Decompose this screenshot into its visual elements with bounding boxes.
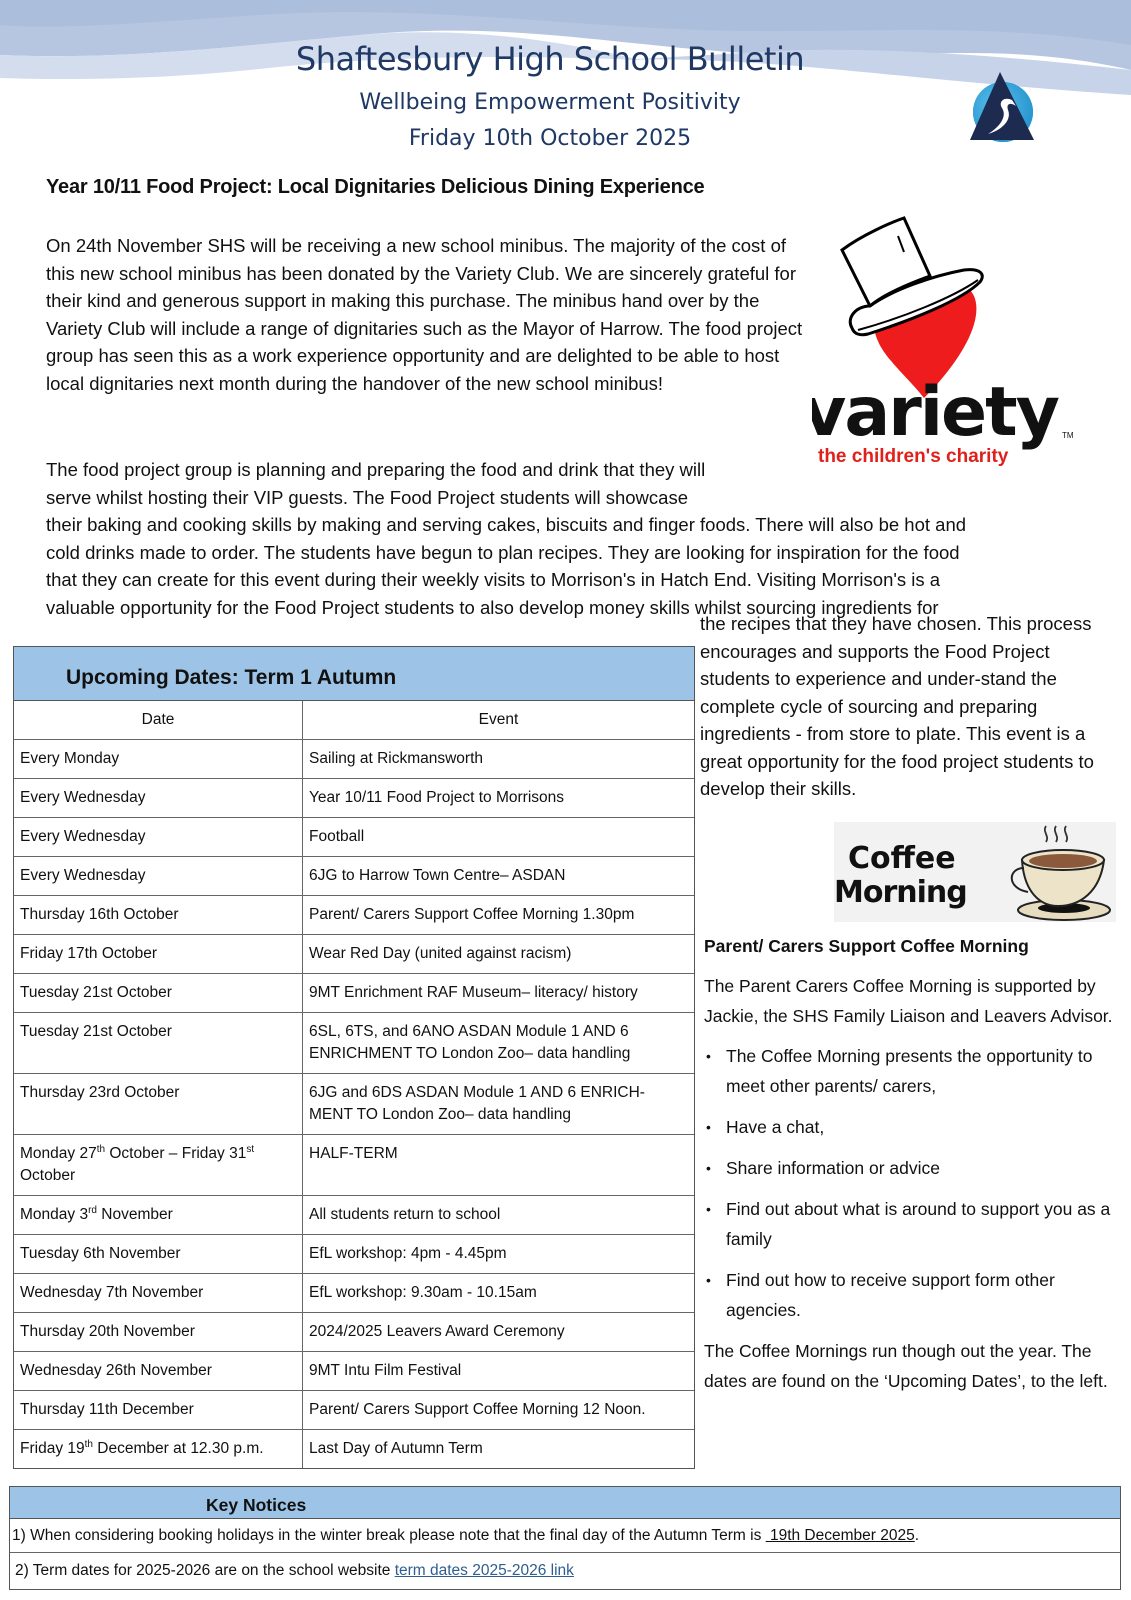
coffee-cup-icon bbox=[1012, 826, 1110, 920]
date-cell: Thursday 11th December bbox=[14, 1391, 303, 1429]
table-row bbox=[14, 818, 694, 857]
table-row bbox=[14, 935, 694, 974]
list-item: • Have a chat, bbox=[704, 1112, 1124, 1142]
event-cell: Year 10/11 Food Project to Morrisons bbox=[309, 789, 565, 806]
coffee-morning-bullets bbox=[704, 1041, 1124, 1325]
date-cell: Thursday 23rd October bbox=[14, 1074, 303, 1134]
table-row bbox=[14, 740, 694, 779]
bullet-icon: • bbox=[706, 1272, 711, 1288]
date-cell: Monday 27th October – Friday 31st October bbox=[14, 1135, 303, 1195]
coffee-morning-outro: The Coffee Mornings run though out the year. The dates are found on the ‘Upcoming Dates’, to the left. bbox=[704, 1341, 1108, 1391]
event-cell: 6SL, 6TS, and 6ANO ASDAN Module 1 AND 6 ENRICHMENT TO London Zoo– data handling bbox=[309, 1023, 631, 1062]
table-row bbox=[14, 1135, 694, 1196]
notice-2: 2) Term dates for 2025-2026 are on the school website term dates 2025-2026 link bbox=[15, 1562, 574, 1579]
list-item: • Find out about what is around to support you as a family bbox=[704, 1194, 1124, 1254]
date-cell: Thursday 16th October bbox=[14, 896, 303, 934]
table-row bbox=[14, 974, 694, 1013]
event-cell: 6JG to Harrow Town Centre– ASDAN bbox=[309, 867, 566, 884]
article-paragraph-2: The food project group is planning and preparing the food and drink that they will serve whilst hosting their VIP guests. The Food Project students will showcase their baking and cooking skills by making and serving cakes, biscuits and finger foods. There will also be hot and cold drinks made to order. The students have begun to plan recipes. They are looking for inspiration for the food that they can create for this event during their weekly visits to Morrison's in Hatch End. Visiting Morrison's is a valuable opportunity for the Food Project students to also develop money skills whilst sourcing ingredients for bbox=[46, 459, 967, 618]
event-cell: EfL workshop: 9.30am - 10.15am bbox=[309, 1284, 537, 1301]
event-cell: Parent/ Carers Support Coffee Morning 1.30pm bbox=[309, 906, 635, 923]
table-row bbox=[14, 1352, 694, 1391]
coffee-morning-intro: The Parent Carers Coffee Morning is supported by Jackie, the SHS Family Liaison and Leavers Advisor. bbox=[704, 976, 1113, 1026]
event-cell: All students return to school bbox=[309, 1206, 501, 1223]
table-row bbox=[14, 779, 694, 818]
bulletin-tagline: Wellbeing Empowerment Positivity bbox=[359, 90, 741, 115]
date-cell: Monday 3rd November bbox=[14, 1196, 303, 1234]
variety-wordmark: variety bbox=[812, 373, 1059, 452]
date-cell: Every Wednesday bbox=[14, 779, 303, 817]
date-cell: Every Wednesday bbox=[14, 857, 303, 895]
table-row bbox=[14, 1313, 694, 1352]
bulletin-title: Shaftesbury High School Bulletin bbox=[295, 40, 805, 78]
event-cell: Last Day of Autumn Term bbox=[309, 1440, 483, 1457]
table-row bbox=[14, 1391, 694, 1430]
notice-1: 1) When considering booking holidays in the winter break please note that the final day of the Autumn Term is 19th December 2025 . bbox=[10, 1519, 1120, 1553]
bulletin-date: Friday 10th October 2025 bbox=[408, 126, 692, 151]
variety-tagline: the children's charity bbox=[818, 446, 1009, 467]
event-cell: Football bbox=[309, 828, 365, 845]
coffee-morning-section bbox=[704, 936, 1124, 1396]
table-header-row bbox=[14, 701, 694, 740]
date-cell: Tuesday 6th November bbox=[14, 1235, 303, 1273]
date-cell: Every Monday bbox=[14, 740, 303, 778]
table-row bbox=[14, 1274, 694, 1313]
table-row bbox=[14, 896, 694, 935]
date-cell: Thursday 20th November bbox=[14, 1313, 303, 1351]
event-cell: Wear Red Day (united against racism) bbox=[309, 945, 572, 962]
event-cell: 2024/2025 Leavers Award Ceremony bbox=[309, 1323, 565, 1340]
event-cell: 9MT Enrichment RAF Museum– literacy/ history bbox=[309, 984, 638, 1001]
table-row bbox=[14, 1196, 694, 1235]
list-item: • Find out how to receive support form other agencies. bbox=[704, 1265, 1124, 1325]
event-cell: 9MT Intu Film Festival bbox=[309, 1362, 462, 1379]
event-cell: EfL workshop: 4pm - 4.45pm bbox=[309, 1245, 507, 1262]
variety-charity-logo bbox=[812, 210, 1092, 470]
key-notices-title: Key Notices bbox=[10, 1487, 1120, 1519]
table-row bbox=[14, 1235, 694, 1274]
svg-text:Coffee: Coffee bbox=[848, 841, 956, 876]
event-cell: 6JG and 6DS ASDAN Module 1 AND 6 ENRICH-MENT TO London Zoo– data handling bbox=[309, 1084, 645, 1123]
date-cell: Friday 17th October bbox=[14, 935, 303, 973]
article-paragraph-1: On 24th November SHS will be receiving a new school minibus. The majority of the cost of this new school minibus has been donated by the Variety Club. We are sincerely grateful for their kind and generous support in making this purchase. The minibus hand over by the Variety Club will include a range of dignitaries such as the Mayor of Harrow. The food project group has seen this as a work experience opportunity and are delighted to be able to host local dignitaries next month during the handover of the new school minibus! bbox=[46, 235, 803, 394]
event-cell: Parent/ Carers Support Coffee Morning 12 Noon. bbox=[309, 1401, 646, 1418]
upcoming-dates-table bbox=[13, 646, 695, 1469]
list-item: • Share information or advice bbox=[704, 1153, 1124, 1183]
term-dates-link[interactable]: term dates 2025-2026 link bbox=[394, 1562, 574, 1579]
svg-text:Morning: Morning bbox=[834, 875, 967, 910]
date-cell: Tuesday 21st October bbox=[14, 1013, 303, 1073]
column-header-date: Date bbox=[14, 701, 303, 739]
table-title: Upcoming Dates: Term 1 Autumn bbox=[14, 647, 694, 701]
event-cell: HALF-TERM bbox=[309, 1145, 398, 1162]
table-row bbox=[14, 1013, 694, 1074]
school-logo-icon bbox=[968, 70, 1038, 145]
table-row bbox=[14, 857, 694, 896]
date-cell: Wednesday 7th November bbox=[14, 1274, 303, 1312]
date-cell: Tuesday 21st October bbox=[14, 974, 303, 1012]
svg-text:TM: TM bbox=[1062, 431, 1074, 440]
column-header-event: Event bbox=[478, 711, 519, 728]
table-row bbox=[14, 1430, 694, 1468]
key-notices-table bbox=[9, 1486, 1121, 1590]
final-day-date: 19th December 2025 bbox=[765, 1526, 915, 1544]
bullet-icon: • bbox=[706, 1048, 711, 1064]
date-cell: Wednesday 26th November bbox=[14, 1352, 303, 1390]
article-heading: Year 10/11 Food Project: Local Dignitaries Delicious Dining Experience bbox=[46, 176, 705, 198]
event-cell: Sailing at Rickmansworth bbox=[309, 750, 484, 767]
date-cell: Friday 19th December at 12.30 p.m. bbox=[14, 1430, 303, 1468]
list-item: • The Coffee Morning presents the opportunity to meet other parents/ carers, bbox=[704, 1041, 1124, 1101]
table-row bbox=[14, 1074, 694, 1135]
coffee-morning-heading: Parent/ Carers Support Coffee Morning bbox=[704, 936, 1029, 956]
bullet-icon: • bbox=[706, 1160, 711, 1176]
bullet-icon: • bbox=[706, 1119, 711, 1135]
date-cell: Every Wednesday bbox=[14, 818, 303, 856]
article-paragraph-3: the recipes that they have chosen. This process encourages and supports the Food Project students to experience and under-stand the complete cycle of sourcing and preparing ingredients - from store to plate. This event is a great opportunity for the food project students to develop their skills. bbox=[700, 613, 1094, 799]
coffee-morning-image bbox=[834, 822, 1116, 922]
bullet-icon: • bbox=[706, 1201, 711, 1217]
